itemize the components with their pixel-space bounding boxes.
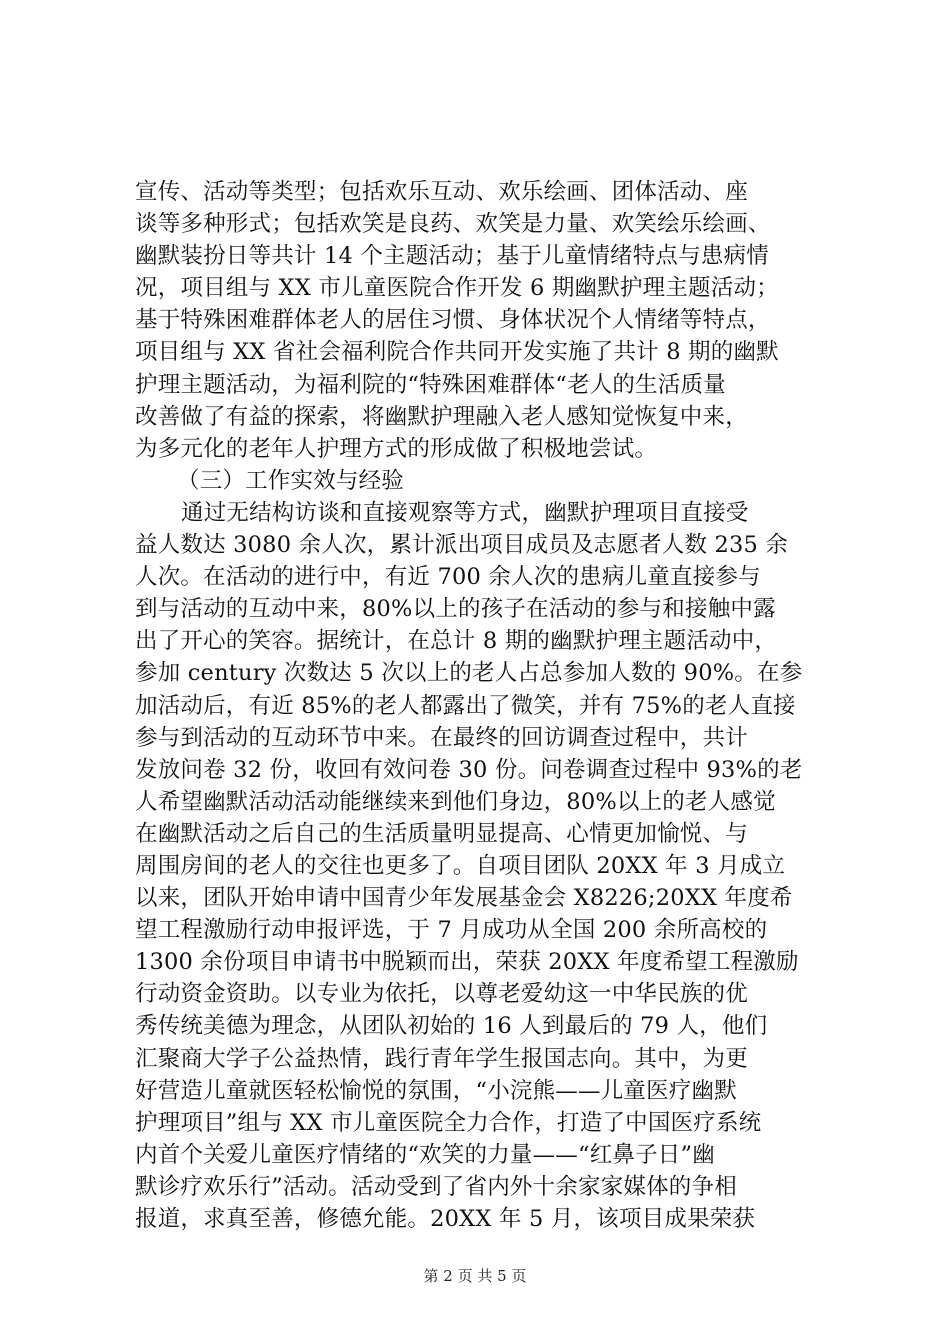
text-line: 人次。在活动的进行中，有近 700 余人次的患病儿童直接参与 bbox=[135, 564, 761, 591]
text-line: 宣传、活动等类型；包括欢乐互动、欢乐绘画、团体活动、座 bbox=[135, 179, 748, 205]
text-line: 报道，求真至善，修德允能。20XX 年 5 月，该项目成果荣获 bbox=[135, 1206, 756, 1232]
text-line: 人希望幽默活动活动能继续来到他们身边，80%以上的老人感觉 bbox=[135, 788, 776, 815]
text-line: 好营造儿童就医轻松愉悦的氛围，“小浣熊——儿童医疗幽默 bbox=[135, 1077, 737, 1104]
paragraph-first-line: 通过无结构访谈和直接观察等方式，幽默护理项目直接受 bbox=[181, 499, 749, 526]
text-line: 出了开心的笑容。据统计，在总计 8 期的幽默护理主题活动中， bbox=[135, 628, 778, 655]
text-line: 加活动后，有近 85%的老人都露出了微笑，并有 75%的老人直接 bbox=[135, 692, 796, 719]
text-line: 基于特殊困难群体老人的居住习惯、身体状况个人情绪等特点， bbox=[135, 307, 771, 334]
text-line: 况，项目组与 XX 市儿童医院合作开发 6 期幽默护理主题活动； bbox=[135, 275, 779, 302]
text-line: 在幽默活动之后自己的生活质量明显提高、心情更加愉悦、与 bbox=[135, 820, 748, 847]
text-line: 内首个关爱儿童医疗情绪的“欢笑的力量——“红鼻子日”幽 bbox=[135, 1141, 715, 1168]
text-line: 默诊疗欢乐行”活动。活动受到了省内外十余家家媒体的争相 bbox=[135, 1173, 737, 1200]
text-line: 为多元化的老年人护理方式的形成做了积极地尝试。 bbox=[135, 435, 658, 462]
text-line: 行动资金资助。以专业为依托，以尊老爱幼这一中华民族的优 bbox=[135, 981, 748, 1008]
text-line: 1300 余份项目申请书中脱颖而出，荣获 20XX 年度希望工程激励 bbox=[135, 949, 799, 976]
text-line: 参与到活动的互动环节中来。在最终的回访调查过程中，共计 bbox=[135, 724, 748, 751]
text-line: 周围房间的老人的交往也更多了。自项目团队 20XX 年 3 月成立 bbox=[135, 852, 786, 879]
text-line: 到与活动的互动中来，80%以上的孩子在活动的参与和接触中露 bbox=[135, 596, 776, 623]
text-line: 护理主题活动，为福利院的“特殊困难群体“老人的生活质量 bbox=[135, 371, 726, 398]
text-line: 以来，团队开始申请中国青少年发展基金会 X8226;20XX 年度希 bbox=[135, 885, 793, 912]
text-line: 护理项目”组与 XX 市儿童医院全力合作，打造了中国医疗系统 bbox=[135, 1109, 762, 1136]
text-line: 改善做了有益的探索，将幽默护理融入老人感知觉恢复中来， bbox=[135, 403, 748, 430]
text-line: 幽默装扮日等共计 14 个主题活动；基于儿童情绪特点与患病情 bbox=[135, 243, 769, 270]
section-heading: （三）工作实效与经验 bbox=[177, 467, 405, 494]
text-line: 望工程激励行动申报评选，于 7 月成功从全国 200 余所高校的 bbox=[135, 917, 768, 944]
text-line: 汇聚商大学子公益热情，践行青年学生报国志向。其中，为更 bbox=[135, 1045, 748, 1072]
text-line: 秀传统美德为理念，从团队初始的 16 人到最后的 79 人，他们 bbox=[135, 1013, 768, 1040]
text-line: 发放问卷 32 份，收回有效问卷 30 份。问卷调查过程中 93%的老 bbox=[135, 756, 803, 783]
text-line: 项目组与 XX 省社会福利院合作共同开发实施了共计 8 期的幽默 bbox=[135, 339, 779, 366]
text-line: 参加 century 次数达 5 次以上的老人占总参加人数的 90%。在参 bbox=[135, 660, 803, 687]
document-body bbox=[135, 176, 825, 1235]
text-line: 谈等多种形式；包括欢笑是良药、欢笑是力量、欢笑绘乐绘画、 bbox=[135, 211, 771, 238]
page-number-footer: 第 2 页 共 5 页 bbox=[423, 1267, 527, 1285]
text-line: 益人数达 3080 余人次，累计派出项目成员及志愿者人数 235 余 bbox=[135, 532, 789, 559]
